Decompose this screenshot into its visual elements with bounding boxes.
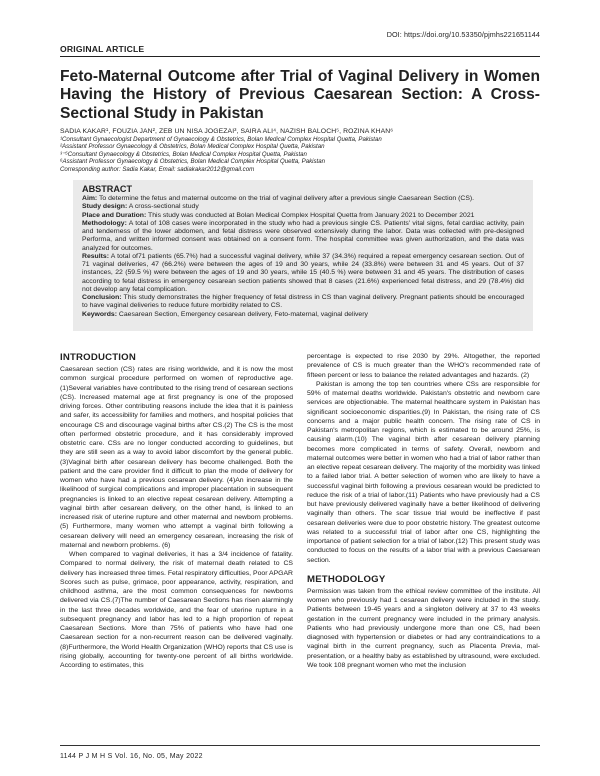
abstract-methodology	[82, 220, 524, 253]
affiliation-4: ⁶Assistant Professor Gynaecology & Obstetrics, Bolan Medical Complex Hospital Quetta, Pakistan	[60, 158, 326, 166]
methodology-paragraph-1: Permission was taken from the ethical review committee of the institute. All women who previously had 1 cesarean delivery were included in the study. Patients between 19-45 years and a singleton delivery at 37 to 43 weeks gestation in the current pregnancy were included in the primary analysis. Patients who had previously undergone more than one CS, had been diagnosed with hypertension or diabetes or had any contraindications to a vaginal birth in the current pregnancy, such as Placenta Previa, mal-presentation, or a healthy baby as established by ultrasound, were excluded. We took 108 pregnant women who met the inclusion	[307, 587, 540, 669]
abstract-conclusion-label: Conclusion:	[82, 294, 122, 301]
abstract-place-text: This study was conducted at Bolan Medical Complex Hospital Quetta from January 2021 to December 2021	[146, 211, 475, 219]
methodology-heading: METHODOLOGY	[307, 573, 386, 585]
abstract-aim-text: To determine the fetus and maternal outcome on the trial of vaginal delivery after a previous single Caesarean Section (CS).	[97, 195, 475, 202]
abstract-aim	[82, 195, 524, 203]
abstract-design-text: A cross-sectional study	[127, 203, 199, 211]
affiliation-2: ²Assistant Professor Gynaecology & Obstetrics, Bolan Medical Complex Hospital Quetta, Pakistan	[60, 143, 325, 151]
introduction-paragraph-4: Pakistan is among the top ten countries where CSs are responsible for 59% of maternal deaths worldwide. Pakistan's obstetric and newborn care services are objectionable. The maternal healthcare system in Pakistan has significant socioeconomic disparities.(9) In Pakistan, the rising rate of CS concerns and a major public health concern. The rising rate of CS in Pakistan's metropolitan regions, which is estimated to be around 25%, is causing alarm.(10) The vaginal birth after cesarean delivery planning becomes more complicated in terms of safety. Overall, newborn and maternal outcomes were better in women who had a trial of labor rather than an elective repeat cesarean delivery. The majority of the morbidity was linked to a failed labor trial. A better selection of women who are likely to have a successful vaginal birth following a previous cesarean would be predicted to reduce the risk of a trial of labor.(11) Patients who have previously had a CS but have previously delivered vaginally have a better likelihood of delivering vaginally than others. The scar tissue trial would be ineffective if past cesarean deliveries were due to poor obstetric history. The greatest outcome was related to a successful trial of labor after one CS, highlighting the importance of patient selection for a trial of labor.(12) This present study was conducted to focus on the results of a labor trial with a previous Caesarean section.	[307, 380, 540, 564]
abstract-aim-label: Aim:	[82, 195, 98, 202]
doi-link[interactable]: DOI: https://doi.org/10.53350/pjmhs221651144	[386, 30, 540, 39]
left-column	[60, 352, 293, 670]
abstract-design	[82, 203, 524, 211]
introduction-paragraph-3: percentage is expected to rise 2030 by 29%. Altogether, the reported prevalence of CS is much greater than the WHO's recommended rate of fifteen percent or less to balance the related advantages and hazards. (2)	[307, 353, 540, 379]
abstract-keywords-text: Caesarean Section, Emergency cesarean delivery, Feto-maternal, vaginal delivery	[117, 310, 368, 318]
page-footer: 1144 P J M H S Vol. 16, No. 05, May 2022	[60, 753, 203, 760]
abstract-methodology-text: A total of 108 cases were incorporated in the study who had a previous single CS. Patients' vital signs, fetal cardiac activity, pain and tenderness of the lower abdomen, and fetal distress were observed extensively during the labor. Data was collected with pre-designed Performa, and written informed consent was obtained on a consent form. The hospital committee was given authorization, and the data was analyzed for outcomes.	[82, 219, 524, 252]
abstract-box	[73, 180, 533, 331]
abstract-results	[82, 253, 524, 294]
introduction-heading: INTRODUCTION	[60, 352, 136, 363]
author-list: SADIA KAKAR¹, FOUZIA JAN², ZEB UN NISA JOGEZAI³, SAIRA ALI⁴, NAZISH BALOCH⁵, ROZINA KHAN⁶	[60, 128, 394, 135]
footer-divider	[60, 745, 540, 746]
abstract-keywords	[82, 311, 524, 319]
introduction-paragraph-2: When compared to vaginal deliveries, it has a 3/4 incidence of fatality. Compared to normal delivery, the risk of maternal death related to CS delivery has increased three times. Fetal respiratory difficulties, Poor APGAR Scores such as pulse, grimace, poor appearance, activity, respiration, and childhood asthma, are the most common consequences for newborns delivered via CS.(7)The number of Caesarean Sections has risen alarmingly in the last three decades worldwide, and the fear of uterine rupture in a subsequent pregnancy and labor has led to a high proportion of repeat Caesarean Sections. More than 75% of patients who have had one Caesarean section for a non-recurrent reason can be delivered vaginally.(8)Furthermore, the World Health Organization (WHO) reports that CS use is rising globally, accounting for twenty-one percent of all births worldwide. According to estimates, this	[60, 551, 293, 669]
author-block	[60, 128, 540, 174]
abstract-conclusion	[82, 294, 524, 311]
article-type-label: ORIGINAL ARTICLE	[60, 44, 145, 54]
article-title: Feto-Maternal Outcome after Trial of Vaginal Delivery in Women Having the History of Previous Caesarean Section: A Cross-Sectional Study in Pakistan	[60, 68, 540, 122]
abstract-heading: ABSTRACT	[82, 184, 133, 194]
affiliation-1: ¹Consultant Gynaecologist Department of Gynaecology & Obstetrics, Bolan Medical Complex Hospital Quetta, Pakistan	[60, 135, 382, 143]
abstract-place-label: Place and Duration:	[82, 211, 147, 219]
abstract-results-text: A total of71 patients (65.7%) had a successful vaginal delivery, while 37 (34.3%) required a repeat emergency cesarean section. Out of 71 vaginal deliveries, 47 (66.2%) were between the ages of 19 and 30 years, while 24 (33.8%) were between 31 and 45 years. Out of 37 instances, 22 (59.5 %) were between the ages of 19 and 30 years, while 15 (40.5 %) were between 31 and 45 years. The distribution of cases according to fetal distress in emergency cesarean section patients showed that 8 cases (21.6%) experienced fetal distress, and 29 (78.4%) did not develop any fetal complication.	[82, 252, 524, 293]
abstract-design-label: Study design:	[82, 203, 128, 211]
abstract-results-label: Results:	[82, 252, 110, 260]
abstract-place	[82, 212, 524, 220]
abstract-conclusion-text: This study demonstrates the higher frequency of fetal distress in CS than vaginal delivery. Pregnant patients should be encouraged to have vaginal deliveries to reduce future morbidity related to CS.	[82, 294, 524, 310]
introduction-paragraph-1: Caesarean section (CS) rates are rising worldwide, and it is now the most common surgical procedure performed on women of reproductive age.(1)Several variables have contributed to the rising trend of cesarean sections (CS). Increased maternal age at first pregnancy is one of the proposed driving forces. Other contributing reasons include the idea that it is painless and safer, its accessibility for families and mothers, and hospital policies that encourage CS and discourage vaginal births after CS.(2) The CS is the most often performed obstetric procedure, and it has considerably improved obstetric care. CSs are no longer conducted according to guidelines, but they are still seen as a way to avoid labor discomfort by the general public.(3)Vaginal birth after cesarean delivery has become challenged. Both the patient and the care provider find it difficult to plan the mode of delivery for women who have had a previous cesarean delivery. (4)An increase in the likelihood of surgical complications and improper placentation in subsequent pregnancies is linked to an elective repeat cesarean delivery. Attempting a vaginal birth after cesarean delivery, on the other hand, is linked to an increased risk of uterine rupture and other maternal and newborn problems.(5) Furthermore, many women who attempt a vaginal birth following a cesarean delivery will need an emergency cesarean, increasing the risk of maternal and newborn problems. (6)	[60, 366, 293, 549]
affiliation-3: ³⁻⁵Consultant Gynaecology & Obstetrics, Bolan Medical Complex Hospital Quetta, Pakistan	[60, 150, 307, 158]
abstract-methodology-label: Methodology:	[82, 219, 127, 227]
header-divider	[60, 56, 540, 57]
right-column	[307, 352, 540, 670]
corresponding-author: Corresponding author: Sadia Kakar, Email: sadiakakar2012@gmail.com	[60, 165, 255, 173]
abstract-keywords-label: Keywords:	[82, 310, 117, 318]
